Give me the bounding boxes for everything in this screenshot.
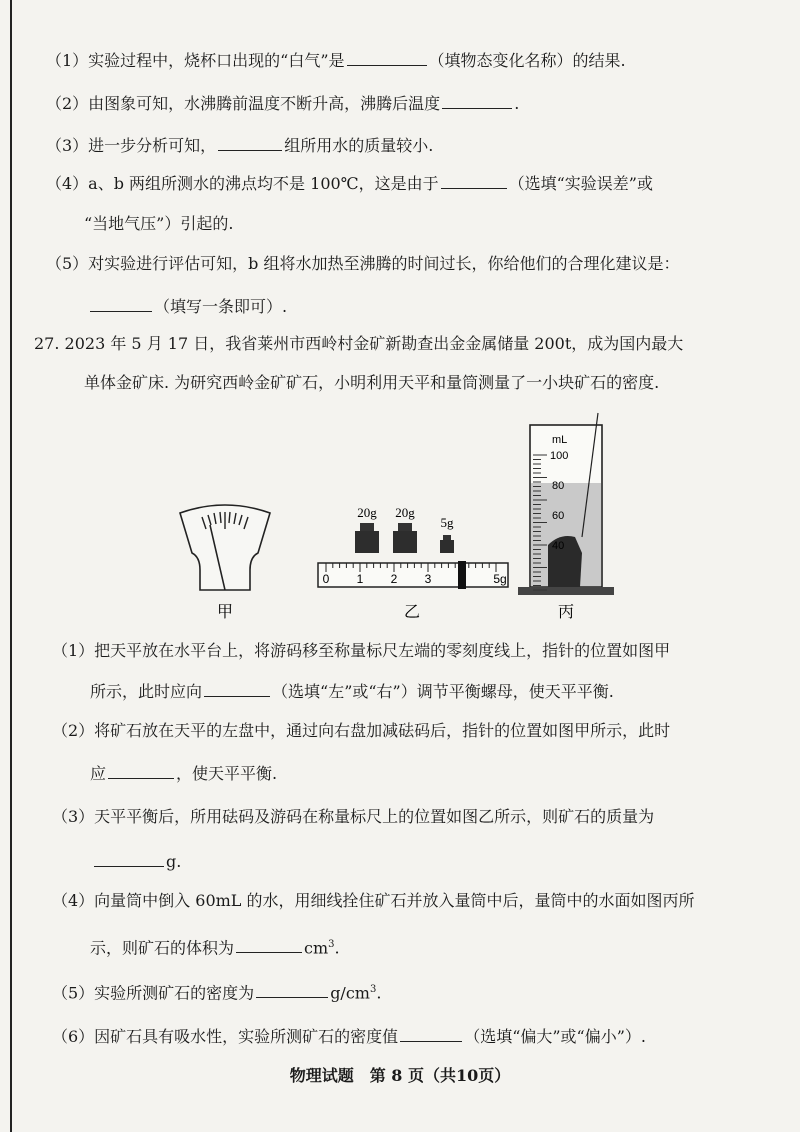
q26-part4-line1: （4）a、b 两组所测水的沸点均不是 100℃，这是由于 （选填“实验误差”或	[46, 174, 653, 193]
label-bing: 丙	[557, 604, 575, 621]
beam-ruler	[318, 561, 508, 589]
q26-part2: （2）由图象可知，水沸腾前温度不断升高，沸腾后温度 .	[46, 94, 520, 113]
graduated-cylinder	[518, 413, 614, 595]
weight-label: 5g	[440, 515, 454, 530]
q26-part5-line2: （填写一条即可）.	[88, 295, 287, 318]
ruler-tick-label: 2	[390, 572, 398, 586]
q26-part5-line1: （5）对实验进行评估可知，b 组将水加热至沸腾的时间过长，你给他们的合理化建议是：	[46, 254, 680, 273]
q27-part2-line1: （2）将矿石放在天平的左盘中，通过向右盘加减砝码后，指针的位置如图甲所示，此时	[52, 721, 671, 740]
q27-part1-line2: 所示，此时应向 （选填“左”或“右”）调节平衡螺母，使天平平衡.	[90, 682, 614, 701]
q26-part1: （1）实验过程中，烧杯口出现的“白气”是 （填物态变化名称）的结果.	[46, 51, 626, 70]
q27-part2-line2: 应 ，使天平平衡.	[90, 764, 278, 783]
cylinder-tick-label: 80	[552, 480, 565, 492]
experiment-figure	[150, 405, 650, 630]
label-jia: 甲	[216, 604, 234, 621]
q27-part3-line2: g.	[92, 850, 181, 873]
q27-part4-line1: （4）向量筒中倒入 60mL 的水，用细线拴住矿石并放入量筒中后，量筒中的水面如图丙所	[52, 891, 695, 910]
answer-blank[interactable]	[218, 134, 282, 151]
q27-part4-line2: 示，则矿石的体积为 $cm^3$.	[90, 938, 340, 958]
answer-blank[interactable]	[108, 762, 174, 779]
q27-part6: （6）因矿石具有吸水性，实验所测矿石的密度值 （选填“偏大”或“偏小”）.	[52, 1027, 646, 1046]
cylinder-tick-label: 100	[550, 450, 569, 462]
answer-blank[interactable]	[256, 981, 328, 998]
cylinder-tick-label: 60	[552, 510, 565, 522]
q27-intro-line1: 27. 2023 年 5 月 17 日，我省莱州市西岭村金矿新勘查出金金属储量 200t，成为国内最大	[34, 334, 684, 353]
q27-part1-line1: （1）把天平放在水平台上，将游码移至称量标尺左端的零刻度线上，指针的位置如图甲	[52, 641, 671, 660]
ruler-tick-label: 0	[322, 572, 330, 586]
q26-part3: （3）进一步分析可知， 组所用水的质量较小.	[46, 136, 434, 155]
q27-part3-line1: （3）天平平衡后，所用砝码及游码在称量标尺上的位置如图乙所示，则矿石的质量为	[52, 807, 655, 826]
rider	[458, 561, 466, 589]
balance-pointer-dial	[180, 505, 270, 590]
answer-blank[interactable]	[94, 850, 164, 867]
page-footer: 物理试题 第 8 页（共10页）	[289, 1066, 511, 1085]
cylinder-unit: mL	[552, 434, 568, 446]
q27-intro-line2: 单体金矿床. 为研究西岭金矿矿石，小明利用天平和量筒测量了一小块矿石的密度.	[84, 373, 660, 392]
q26-part4-line2: “当地气压”）引起的.	[84, 214, 234, 233]
ruler-tick-label: 1	[356, 572, 364, 586]
ruler-tick-label: 5g	[493, 572, 507, 586]
answer-blank[interactable]	[441, 172, 507, 189]
left-margin-rule	[10, 0, 12, 1132]
answer-blank[interactable]	[347, 49, 427, 66]
weights-group	[355, 505, 454, 553]
answer-blank[interactable]	[236, 936, 302, 953]
q27-part5: （5）实验所测矿石的密度为 $g/cm^3$.	[52, 983, 382, 1003]
ruler-tick-label: 3	[424, 572, 432, 586]
weight-label: 20g	[395, 505, 415, 520]
cylinder-tick-label: 40	[552, 540, 565, 552]
label-yi: 乙	[403, 604, 421, 621]
figure-svg	[150, 405, 650, 630]
answer-blank[interactable]	[204, 680, 270, 697]
answer-blank[interactable]	[90, 295, 152, 312]
weight-label: 20g	[357, 505, 377, 520]
answer-blank[interactable]	[442, 92, 512, 109]
answer-blank[interactable]	[400, 1025, 462, 1042]
